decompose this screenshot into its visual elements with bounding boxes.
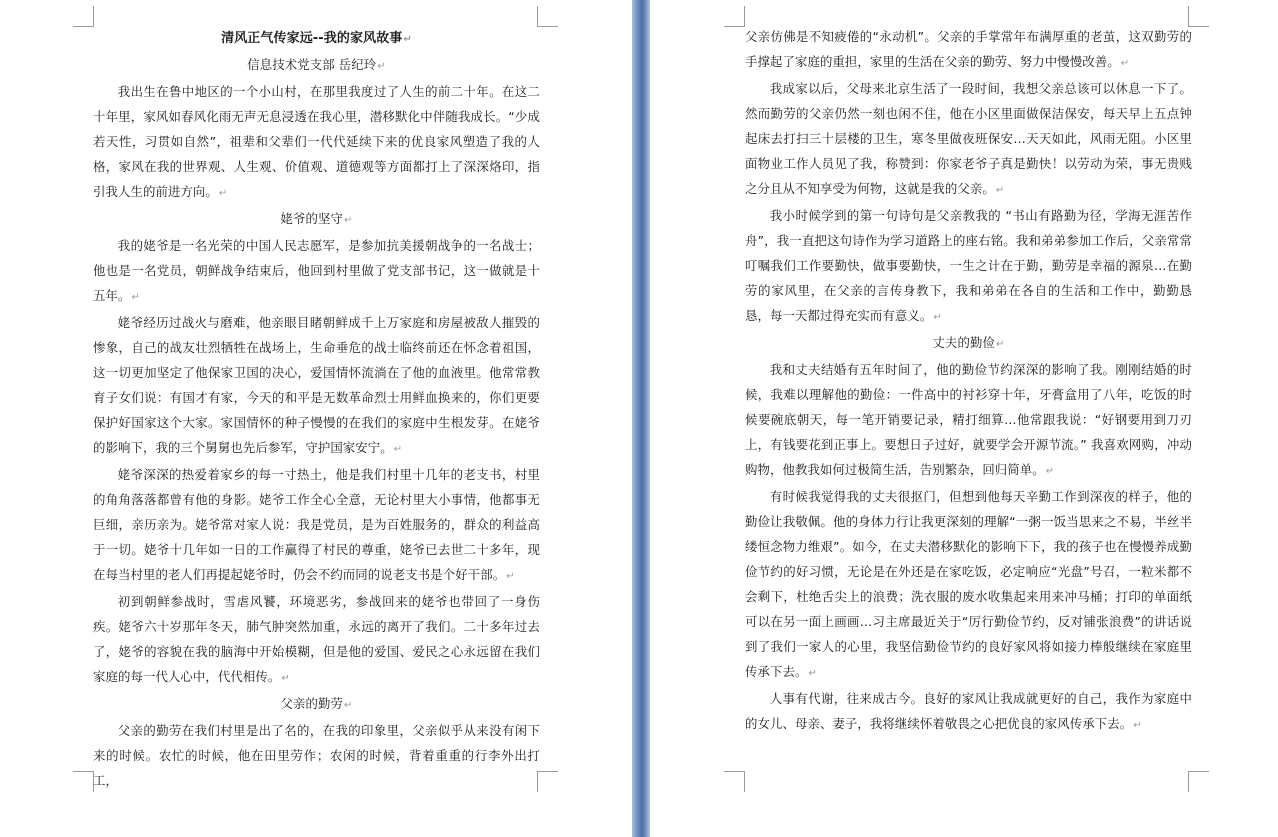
document-page-right xyxy=(650,0,1278,837)
section-heading-father: 父亲的勤劳↵ xyxy=(280,696,353,711)
document-page-left xyxy=(0,0,632,837)
paragraph-father-2: 我成家以后，父母来北京生活了一段时间，我想父亲总该可以休息一下了。然而勤劳的父亲仍然一刻也闲不住，他在小区里面做保洁保安，每天早上五点钟起床去打扫三十层楼的卫生，寒冬里做夜班保安…天天如此，风雨无阻。小区里面物业工作人员见了我，称赞到：你家老爷子真是勤快！以劳动为荣，事无贵贱之分且从不知享受为何物，这就是我的父亲。↵ xyxy=(745,81,1192,196)
paragraph-grandfather-3: 姥爷深深的热爱着家乡的每一寸热土，他是我们村里十几年的老支书，村里的角角落落都曾有他的身影。姥爷工作全心全意，无论村里大小事情，他都事无巨细，亲历亲为。姥爷常对家人说：我是党员，是为百姓服务的，群众的利益高于一切。姥爷十几年如一日的工作赢得了村民的尊重，姥爷已去世二十多年，现在每当村里的老人们再提起姥爷时，仍会不约而同的说老支书是个好干部。↵ xyxy=(93,467,540,582)
paragraph-father-1-start: 父亲的勤劳在我们村里是出了名的，在我的印象里，父亲似乎从来没有闲下来的时候。农忙的时候，他在田里劳作；农闲的时候，背着重重的行李外出打工， xyxy=(93,723,540,788)
crop-mark-top-left xyxy=(73,6,94,27)
paragraph-grandfather-4: 初到朝鲜参战时，雪虐风饕，环境恶劣，参战回来的姥爷也带回了一身伤疾。姥爷六十岁那年冬天，肺气肿突然加重，永远的离开了我们。二十多年过去了，姥爷的容貌在我的脑海中开始模糊，但是他的爱国、爱民之心永远留在我们家庭的每一代人心中，代代相传。↵ xyxy=(93,594,540,684)
section-heading-husband: 丈夫的勤俭↵ xyxy=(932,335,1005,350)
document-byline: 信息技术党支部 岳纪玲↵ xyxy=(247,57,386,72)
paragraph-closing: 人事有代谢，往来成古今。良好的家风让我成就更好的自己，我作为家庭中的女儿、母亲、妻子，我将继续怀着敬畏之心把优良的家风传承下去。↵ xyxy=(745,691,1192,731)
paragraph-intro: 我出生在鲁中地区的一个小山村，在那里我度过了人生的前二十年。在这二十年里，家风如春风化雨无声无息浸透在我心里，潜移默化中伴随我成长。“少成若天性，习贯如自然”，祖辈和父辈们一代代延续下来的优良家风塑造了我的人格，家风在我的世界观、人生观、价值观、道德观等方面都打上了深深烙印，指引我人生的前进方向。↵ xyxy=(93,84,540,199)
crop-mark-top-right xyxy=(537,6,558,27)
paragraph-grandfather-1: 我的姥爷是一名光荣的中国人民志愿军，是参加抗美援朝战争的一名战士；他也是一名党员，朝鲜战争结束后，他回到村里做了党支部书记，这一做就是十五年。↵ xyxy=(93,238,540,303)
document-title: 清风正气传家远--我的家风故事↵ xyxy=(221,31,412,46)
crop-mark-bottom-right xyxy=(1188,771,1209,792)
crop-mark-top-left xyxy=(724,6,745,27)
left-page-text[interactable] xyxy=(93,26,540,793)
paragraph-husband-2: 有时候我觉得我的丈夫很抠门，但想到他每天辛勤工作到深夜的样子，他的勤俭让我敬佩。他的身体力行让我更深刻的理解“一粥一饭当思来之不易，半丝半缕恒念物力维艰”。如今，在丈夫潜移默化的影响下下，我的孩子也在慢慢养成勤俭节约的好习惯，无论是在外还是在家吃饭，必定响应“光盘”号召，一粒米都不会剩下，杜绝舌尖上的浪费；洗衣服的废水收集起来用来冲马桶；打印的单面纸可以在另一面上画画…习主席最近关于“厉行勤俭节约，反对铺张浪费”的讲话说到了我们一家人的心里，我坚信勤俭节约的良好家风将如接力棒般继续在家庭里传承下去。↵ xyxy=(745,489,1193,679)
section-heading-grandfather: 姥爷的坚守↵ xyxy=(280,211,353,226)
crop-mark-bottom-left xyxy=(724,771,745,792)
page-divider xyxy=(632,0,650,837)
paragraph-father-1-cont: 父亲仿佛是不知疲倦的“永动机”。父亲的手掌常年布满厚重的老茧，这双勤劳的手撑起了家庭的重担，家里的生活在父亲的勤劳、努力中慢慢改善。↵ xyxy=(745,29,1192,69)
right-page-text[interactable] xyxy=(745,24,1192,738)
paragraph-husband-1: 我和丈夫结婚有五年时间了，他的勤俭节约深深的影响了我。刚刚结婚的时候，我难以理解他的勤俭：一件高中的衬衫穿十年，牙膏盒用了八年，吃饭的时候要碗底朝天，每一笔开销要记录，精打细算…他常跟我说：“好钢要用到刀刃上，有钱要花到正事上。要想日子过好，就要学会开源节流。” 我喜欢网购，冲动购物，他教我如何过极简生活，告别繁杂，回归简单。↵ xyxy=(745,362,1192,477)
paragraph-father-3: 我小时候学到的第一句诗句是父亲教我的 “书山有路勤为径，学海无涯苦作舟”，我一直把这句诗作为学习道路上的座右铭。我和弟弟参加工作后，父亲常常叮嘱我们工作要勤快，做事要勤快，一生之计在于勤，勤劳是幸福的源泉…在勤劳的家风里，在父亲的言传身教下，我和弟弟在各自的生活和工作中，勤勤恳恳，每一天都过得充实而有意义。↵ xyxy=(745,208,1192,323)
crop-mark-bottom-right xyxy=(537,771,558,792)
paragraph-grandfather-2: 姥爷经历过战火与磨难，他亲眼目睹朝鲜成千上万家庭和房屋被敌人摧毁的惨象，自己的战友壮烈牺牲在战场上，生命垂危的战士临终前还在怀念着祖国，这一切更加坚定了他保家卫国的决心，爱国情怀流淌在了他的血液里。他常常教育子女们说：有国才有家，今天的和平是无数革命烈士用鲜血换来的，你们更要保护好国家这个大家。家国情怀的种子慢慢的在我们的家庭中生根发芽。在姥爷的影响下，我的三个舅舅也先后参军，守护国家安宁。↵ xyxy=(93,315,540,455)
crop-mark-bottom-left xyxy=(73,771,94,792)
